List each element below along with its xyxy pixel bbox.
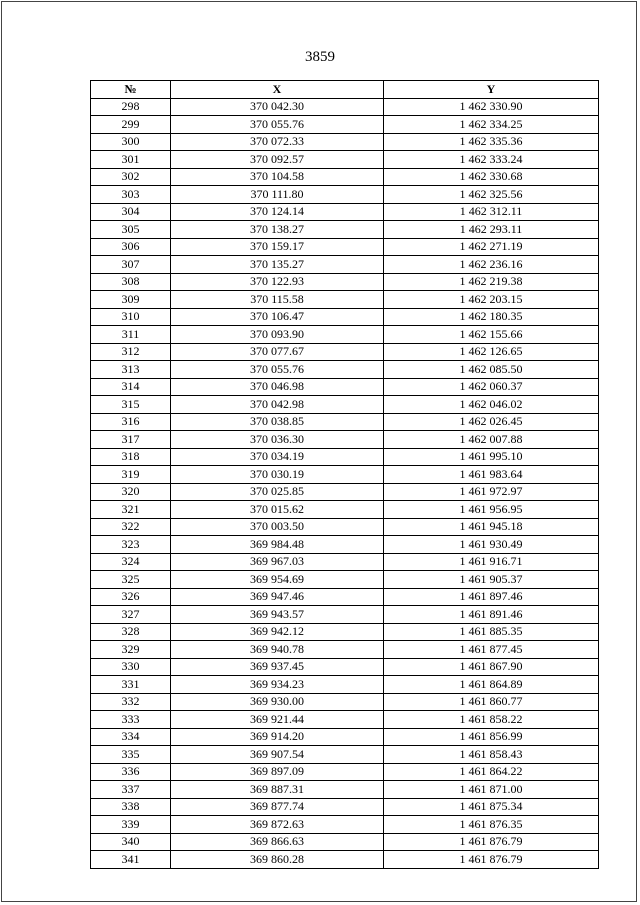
cell-y: 1 462 325.56 [384,186,599,204]
table-row [91,746,599,764]
header-x: X [171,81,384,99]
cell-x: 370 138.27 [171,221,384,239]
cell-y: 1 462 312.11 [384,203,599,221]
cell-x: 369 907.54 [171,746,384,764]
cell-x: 369 877.74 [171,798,384,816]
cell-y: 1 462 335.36 [384,133,599,151]
cell-y: 1 461 956.95 [384,501,599,519]
cell-x: 370 034.19 [171,448,384,466]
cell-x: 370 111.80 [171,186,384,204]
table-row [91,238,599,256]
header-number: № [91,81,171,99]
cell-number: 331 [91,676,171,694]
cell-number: 310 [91,308,171,326]
cell-x: 370 122.93 [171,273,384,291]
table-row [91,658,599,676]
cell-y: 1 461 864.89 [384,676,599,694]
cell-x: 369 921.44 [171,711,384,729]
cell-x: 370 093.90 [171,326,384,344]
table-row [91,833,599,851]
cell-number: 301 [91,151,171,169]
table-row [91,343,599,361]
cell-number: 322 [91,518,171,536]
cell-y: 1 462 155.66 [384,326,599,344]
table-row [91,116,599,134]
cell-number: 324 [91,553,171,571]
cell-y: 1 462 293.11 [384,221,599,239]
cell-number: 332 [91,693,171,711]
cell-y: 1 461 876.79 [384,833,599,851]
cell-x: 370 115.58 [171,291,384,309]
cell-y: 1 461 945.18 [384,518,599,536]
table-row [91,361,599,379]
table-row [91,606,599,624]
table-row [91,133,599,151]
cell-number: 312 [91,343,171,361]
cell-y: 1 462 333.24 [384,151,599,169]
table-row [91,151,599,169]
table-row [91,448,599,466]
table-header [91,81,599,99]
cell-number: 330 [91,658,171,676]
cell-y: 1 462 236.16 [384,256,599,274]
cell-y: 1 461 858.22 [384,711,599,729]
cell-number: 300 [91,133,171,151]
cell-y: 1 461 877.45 [384,641,599,659]
table-row [91,816,599,834]
cell-number: 306 [91,238,171,256]
cell-y: 1 461 905.37 [384,571,599,589]
cell-x: 369 934.23 [171,676,384,694]
cell-number: 315 [91,396,171,414]
cell-number: 341 [91,851,171,869]
cell-x: 370 135.27 [171,256,384,274]
table-row [91,641,599,659]
cell-x: 370 159.17 [171,238,384,256]
cell-number: 317 [91,431,171,449]
cell-y: 1 462 271.19 [384,238,599,256]
cell-x: 369 943.57 [171,606,384,624]
table-row [91,483,599,501]
table-row [91,623,599,641]
cell-number: 333 [91,711,171,729]
cell-x: 370 055.76 [171,361,384,379]
cell-number: 323 [91,536,171,554]
table-row [91,571,599,589]
cell-y: 1 462 330.68 [384,168,599,186]
table-row [91,308,599,326]
table-row [91,781,599,799]
table-row [91,396,599,414]
cell-y: 1 461 867.90 [384,658,599,676]
cell-number: 328 [91,623,171,641]
table-row [91,203,599,221]
table-row [91,798,599,816]
table-row [91,466,599,484]
table-row [91,221,599,239]
cell-number: 319 [91,466,171,484]
cell-y: 1 462 330.90 [384,98,599,116]
table-row [91,851,599,869]
table-row [91,273,599,291]
cell-number: 327 [91,606,171,624]
cell-x: 369 967.03 [171,553,384,571]
cell-y: 1 461 858.43 [384,746,599,764]
cell-x: 370 038.85 [171,413,384,431]
table-row [91,536,599,554]
cell-x: 369 940.78 [171,641,384,659]
cell-number: 305 [91,221,171,239]
cell-number: 318 [91,448,171,466]
cell-x: 370 003.50 [171,518,384,536]
cell-y: 1 461 860.77 [384,693,599,711]
cell-x: 369 942.12 [171,623,384,641]
table-row [91,711,599,729]
cell-number: 340 [91,833,171,851]
cell-x: 370 046.98 [171,378,384,396]
table-row [91,763,599,781]
cell-x: 369 947.46 [171,588,384,606]
table-row [91,501,599,519]
table-row [91,326,599,344]
cell-x: 370 015.62 [171,501,384,519]
cell-y: 1 461 916.71 [384,553,599,571]
cell-number: 304 [91,203,171,221]
cell-y: 1 462 334.25 [384,116,599,134]
cell-number: 337 [91,781,171,799]
cell-y: 1 461 972.97 [384,483,599,501]
cell-number: 311 [91,326,171,344]
cell-x: 370 077.67 [171,343,384,361]
cell-y: 1 462 046.02 [384,396,599,414]
cell-y: 1 461 995.10 [384,448,599,466]
table-row [91,256,599,274]
cell-y: 1 461 856.99 [384,728,599,746]
cell-number: 320 [91,483,171,501]
cell-y: 1 461 876.79 [384,851,599,869]
table-row [91,588,599,606]
cell-y: 1 461 875.34 [384,798,599,816]
cell-x: 370 042.98 [171,396,384,414]
table-row [91,186,599,204]
cell-y: 1 461 885.35 [384,623,599,641]
cell-number: 329 [91,641,171,659]
table-row [91,413,599,431]
table-row [91,518,599,536]
cell-y: 1 462 203.15 [384,291,599,309]
cell-y: 1 461 871.00 [384,781,599,799]
cell-x: 370 025.85 [171,483,384,501]
cell-number: 325 [91,571,171,589]
cell-x: 369 872.63 [171,816,384,834]
cell-number: 321 [91,501,171,519]
cell-y: 1 461 891.46 [384,606,599,624]
cell-y: 1 462 060.37 [384,378,599,396]
cell-number: 313 [91,361,171,379]
header-y: Y [384,81,599,99]
cell-x: 369 930.00 [171,693,384,711]
table-row [91,676,599,694]
cell-y: 1 462 007.88 [384,431,599,449]
cell-x: 370 106.47 [171,308,384,326]
cell-y: 1 461 876.35 [384,816,599,834]
cell-y: 1 461 930.49 [384,536,599,554]
table-body [91,98,599,868]
table-row [91,378,599,396]
cell-x: 370 092.57 [171,151,384,169]
cell-number: 336 [91,763,171,781]
page-number: 3859 [305,49,335,65]
table-row [91,553,599,571]
cell-x: 370 036.30 [171,431,384,449]
cell-number: 303 [91,186,171,204]
cell-x: 370 055.76 [171,116,384,134]
table-row [91,728,599,746]
cell-x: 369 937.45 [171,658,384,676]
cell-x: 369 914.20 [171,728,384,746]
cell-number: 314 [91,378,171,396]
cell-number: 302 [91,168,171,186]
header-row [91,81,599,99]
table-row [91,693,599,711]
cell-y: 1 462 085.50 [384,361,599,379]
cell-x: 370 030.19 [171,466,384,484]
cell-x: 370 124.14 [171,203,384,221]
cell-x: 370 104.58 [171,168,384,186]
cell-y: 1 462 026.45 [384,413,599,431]
cell-y: 1 461 897.46 [384,588,599,606]
table-row [91,431,599,449]
cell-number: 339 [91,816,171,834]
cell-number: 299 [91,116,171,134]
cell-number: 309 [91,291,171,309]
cell-y: 1 461 864.22 [384,763,599,781]
cell-y: 1 461 983.64 [384,466,599,484]
cell-number: 335 [91,746,171,764]
cell-y: 1 462 180.35 [384,308,599,326]
table-row [91,98,599,116]
cell-number: 326 [91,588,171,606]
cell-x: 370 072.33 [171,133,384,151]
cell-x: 369 860.28 [171,851,384,869]
cell-x: 369 954.69 [171,571,384,589]
cell-y: 1 462 126.65 [384,343,599,361]
cell-x: 370 042.30 [171,98,384,116]
cell-number: 308 [91,273,171,291]
table-row [91,291,599,309]
cell-x: 369 984.48 [171,536,384,554]
table-row [91,168,599,186]
cell-number: 338 [91,798,171,816]
cell-x: 369 887.31 [171,781,384,799]
cell-y: 1 462 219.38 [384,273,599,291]
cell-number: 307 [91,256,171,274]
cell-number: 298 [91,98,171,116]
coordinates-table [90,80,599,869]
cell-number: 334 [91,728,171,746]
cell-x: 369 897.09 [171,763,384,781]
cell-number: 316 [91,413,171,431]
cell-x: 369 866.63 [171,833,384,851]
